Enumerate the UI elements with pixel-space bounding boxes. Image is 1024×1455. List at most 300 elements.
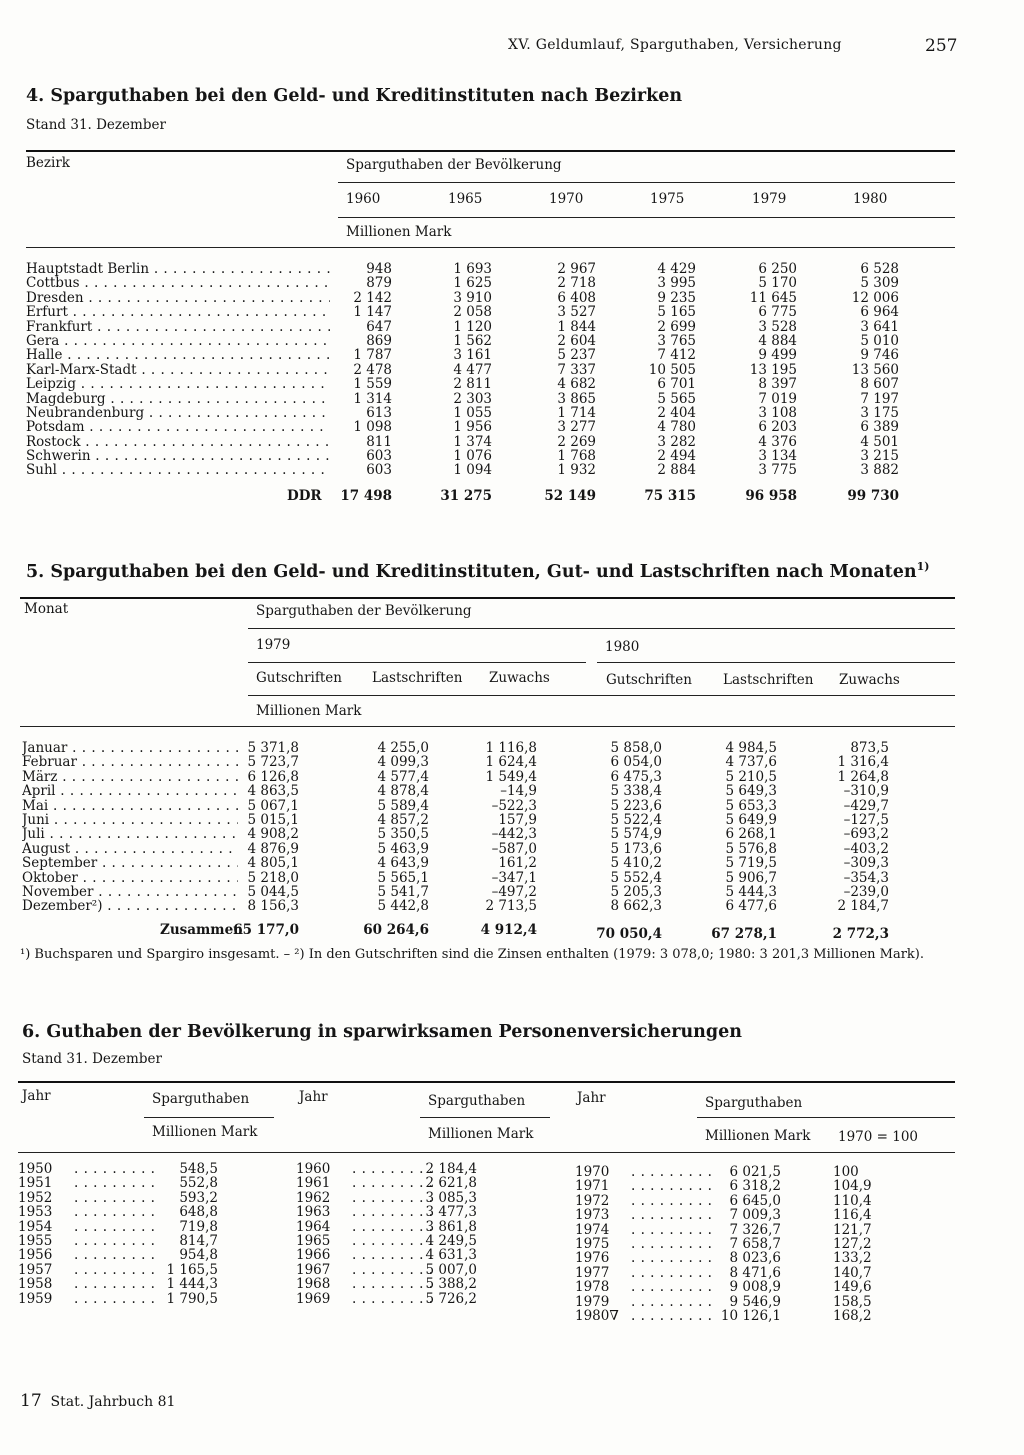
sparguthaben-value: 6 645,0 bbox=[729, 1192, 781, 1209]
value-zuwachs-b: –354,3 bbox=[843, 869, 889, 886]
value-1965: 1 956 bbox=[453, 419, 492, 436]
value-1965: 4 477 bbox=[453, 361, 492, 378]
dots: . . . . . . . . . bbox=[352, 1232, 434, 1249]
value-1960: 603 bbox=[366, 462, 392, 479]
value-zuwachs-a: 1 624,4 bbox=[485, 754, 537, 771]
value-lastschriften-b: 5 210,5 bbox=[725, 768, 777, 785]
table6-stand: Stand 31. Dezember bbox=[22, 1051, 162, 1067]
footer-source: Stat. Jahrbuch 81 bbox=[50, 1394, 176, 1410]
dots: . . . . . . . . . bbox=[352, 1175, 434, 1192]
value-1979: 8 397 bbox=[758, 376, 797, 393]
index-value: 121,7 bbox=[833, 1221, 872, 1238]
value-1975: 4 429 bbox=[657, 261, 696, 277]
year: 1955 bbox=[18, 1232, 53, 1249]
sparguthaben-value: 954,8 bbox=[179, 1247, 218, 1264]
sparguthaben-value: 719,8 bbox=[179, 1218, 218, 1235]
table-row bbox=[18, 1220, 268, 1234]
value-zuwachs-a: 1 549,4 bbox=[485, 768, 537, 785]
month-name: Dezember²) . . . bbox=[22, 899, 238, 913]
table-row bbox=[296, 1220, 556, 1234]
dots: . . . . . . . . . bbox=[631, 1207, 713, 1224]
table-row bbox=[26, 435, 906, 449]
value-1980: 3 641 bbox=[860, 318, 899, 335]
value-1970: 1 844 bbox=[557, 318, 596, 335]
value-1980: 6 528 bbox=[860, 261, 899, 277]
value-1975: 3 282 bbox=[657, 433, 696, 450]
table4-year-1975: 1975 bbox=[650, 191, 685, 207]
table6-unit-2: Millionen Mark bbox=[428, 1126, 534, 1142]
value-1965: 2 058 bbox=[453, 304, 492, 321]
total-lastschriften-b: 67 278,1 bbox=[711, 926, 777, 942]
value-gutschriften-a: 5 218,0 bbox=[247, 869, 299, 886]
table5-header-rule bbox=[20, 726, 955, 727]
sparguthaben-value: 2 184,4 bbox=[425, 1161, 477, 1177]
value-lastschriften-b: 5 649,3 bbox=[725, 783, 777, 800]
value-lastschriften-a: 5 463,9 bbox=[377, 840, 429, 857]
value-lastschriften-b: 6 477,6 bbox=[725, 898, 777, 915]
year: 1956 bbox=[18, 1247, 53, 1264]
district-name: Neubrandenburg . . . bbox=[26, 406, 330, 420]
value-zuwachs-b: –309,3 bbox=[843, 855, 889, 872]
month-name: September . . . bbox=[22, 856, 238, 870]
dots: . . . . . . . . . bbox=[631, 1250, 713, 1267]
value-gutschriften-b: 5 223,6 bbox=[610, 797, 662, 814]
value-1975: 2 884 bbox=[657, 462, 696, 479]
sparguthaben-value: 1 444,3 bbox=[166, 1276, 218, 1293]
sparguthaben-value: 3 085,3 bbox=[425, 1189, 477, 1206]
table-row bbox=[296, 1205, 556, 1219]
table-row bbox=[18, 1292, 268, 1306]
dots: . . . . . . . . . bbox=[74, 1218, 156, 1235]
year: 1978 bbox=[575, 1279, 610, 1296]
value-1980: 5 010 bbox=[860, 332, 899, 349]
table5-sub-zuwachs-b: Zuwachs bbox=[839, 672, 900, 688]
table6-col-spar-3: Sparguthaben bbox=[705, 1095, 803, 1111]
table6-unit-3: Millionen Mark bbox=[705, 1128, 811, 1144]
table5-body bbox=[22, 741, 902, 914]
value-1979: 6 775 bbox=[758, 304, 797, 321]
value-1980: 4 501 bbox=[860, 433, 899, 450]
sparguthaben-value: 6 318,2 bbox=[729, 1178, 781, 1195]
table-row bbox=[296, 1248, 556, 1262]
value-gutschriften-a: 8 156,3 bbox=[247, 898, 299, 915]
value-zuwachs-a: –442,3 bbox=[491, 826, 537, 843]
table5-col-monat: Monat bbox=[24, 601, 69, 617]
table4-title: 4. Sparguthaben bei den Geld- und Kreditinstituten nach Bezirken bbox=[26, 86, 683, 106]
index-value: 149,6 bbox=[833, 1279, 872, 1296]
sparguthaben-value: 1 165,5 bbox=[166, 1261, 218, 1278]
value-1979: 3 108 bbox=[758, 404, 797, 421]
page-number: 257 bbox=[925, 36, 958, 56]
sparguthaben-value: 814,7 bbox=[179, 1232, 218, 1249]
value-gutschriften-a: 4 805,1 bbox=[247, 855, 299, 872]
table-row bbox=[22, 741, 902, 755]
table4-header-rule bbox=[26, 247, 955, 248]
value-gutschriften-b: 5 522,4 bbox=[610, 811, 662, 828]
value-lastschriften-a: 4 878,4 bbox=[377, 783, 429, 800]
year: 1961 bbox=[296, 1175, 331, 1192]
sparguthaben-value: 3 477,3 bbox=[425, 1204, 477, 1221]
value-gutschriften-a: 5 371,8 bbox=[247, 740, 299, 756]
table5-year-rule-a bbox=[248, 662, 586, 663]
month-name: März . . . bbox=[22, 770, 238, 784]
value-gutschriften-a: 5 723,7 bbox=[247, 754, 299, 771]
table5-sub-rule bbox=[248, 695, 955, 696]
value-lastschriften-b: 5 719,5 bbox=[725, 855, 777, 872]
table-row bbox=[18, 1277, 268, 1291]
table-row bbox=[22, 755, 902, 769]
value-zuwachs-b: –239,0 bbox=[843, 883, 889, 900]
value-lastschriften-b: 4 984,5 bbox=[725, 740, 777, 756]
dots: . . . . . . . . . bbox=[74, 1247, 156, 1264]
district-name: Rostock . . . bbox=[26, 435, 330, 449]
value-1960: 613 bbox=[366, 404, 392, 421]
table-row bbox=[575, 1208, 935, 1222]
year: 1962 bbox=[296, 1189, 331, 1206]
table-row bbox=[575, 1179, 935, 1193]
value-zuwachs-b: 2 184,7 bbox=[837, 898, 889, 915]
year: 1968 bbox=[296, 1276, 331, 1293]
dots: . . . . . . . . . bbox=[74, 1204, 156, 1221]
value-1970: 3 865 bbox=[557, 390, 596, 407]
table-row bbox=[26, 420, 906, 434]
sparguthaben-value: 7 009,3 bbox=[729, 1207, 781, 1224]
index-value: 158,5 bbox=[833, 1293, 872, 1310]
dots: . . . . . . . . . bbox=[631, 1264, 713, 1281]
value-zuwachs-b: –310,9 bbox=[843, 783, 889, 800]
sparguthaben-value: 8 471,6 bbox=[729, 1264, 781, 1281]
value-1965: 1 693 bbox=[453, 261, 492, 277]
value-1965: 1 562 bbox=[453, 332, 492, 349]
value-1980: 7 197 bbox=[860, 390, 899, 407]
dots: . . . . . . . . . bbox=[631, 1279, 713, 1296]
table-row bbox=[26, 463, 906, 477]
table6-col-jahr-1: Jahr bbox=[22, 1088, 51, 1104]
total-1979: 96 958 bbox=[745, 488, 797, 504]
table-row bbox=[22, 799, 902, 813]
value-1980: 12 006 bbox=[851, 289, 899, 306]
value-zuwachs-b: –429,7 bbox=[843, 797, 889, 814]
dots: . . . . . . . . . bbox=[74, 1161, 156, 1177]
value-1965: 1 076 bbox=[453, 448, 492, 465]
table6-col-jahr-3: Jahr bbox=[577, 1090, 606, 1106]
value-1970: 1 932 bbox=[557, 462, 596, 479]
table-row bbox=[22, 784, 902, 798]
table-row bbox=[22, 856, 902, 870]
value-lastschriften-b: 5 906,7 bbox=[725, 869, 777, 886]
sparguthaben-value: 4 249,5 bbox=[425, 1232, 477, 1249]
table-row bbox=[18, 1162, 268, 1176]
sparguthaben-value: 4 631,3 bbox=[425, 1247, 477, 1264]
district-name: Potsdam . . . bbox=[26, 420, 330, 434]
table-row bbox=[26, 406, 906, 420]
value-lastschriften-b: 4 737,6 bbox=[725, 754, 777, 771]
table5-sub-gutschriften-a: Gutschriften bbox=[256, 670, 342, 686]
dots: . . . . . . . . . bbox=[631, 1307, 713, 1324]
table5-sub-lastschriften-a: Lastschriften bbox=[372, 670, 463, 686]
month-name: August . . . bbox=[22, 842, 238, 856]
value-1979: 3 528 bbox=[758, 318, 797, 335]
value-1960: 1 559 bbox=[353, 376, 392, 393]
index-value: 104,9 bbox=[833, 1178, 872, 1195]
sparguthaben-value: 7 658,7 bbox=[729, 1235, 781, 1252]
value-1965: 3 910 bbox=[453, 289, 492, 306]
value-1970: 2 604 bbox=[557, 332, 596, 349]
index-value: 133,2 bbox=[833, 1250, 872, 1267]
district-name: Suhl . . . bbox=[26, 463, 330, 477]
table5-footnote: ¹) Buchsparen und Spargiro insgesamt. – ²) In den Gutschriften sind die Zinsen enthalten (1979: 3 078,0; 1980: 3 201,3 Millionen Mark). bbox=[20, 947, 925, 962]
year: 1967 bbox=[296, 1261, 331, 1278]
table-row bbox=[26, 276, 906, 290]
value-gutschriften-b: 6 054,0 bbox=[610, 754, 662, 771]
value-lastschriften-b: 5 649,9 bbox=[725, 811, 777, 828]
table-row bbox=[575, 1309, 935, 1323]
value-1979: 5 170 bbox=[758, 275, 797, 292]
value-1975: 9 235 bbox=[657, 289, 696, 306]
value-1975: 3 995 bbox=[657, 275, 696, 292]
sparguthaben-value: 593,2 bbox=[179, 1189, 218, 1206]
value-gutschriften-b: 5 338,4 bbox=[610, 783, 662, 800]
table-row bbox=[575, 1165, 935, 1179]
value-1979: 9 499 bbox=[758, 347, 797, 364]
table5-title-footnote: 1) bbox=[916, 560, 930, 573]
year: 1951 bbox=[18, 1175, 53, 1192]
value-gutschriften-b: 5 173,6 bbox=[610, 840, 662, 857]
district-name: Gera . . . bbox=[26, 334, 330, 348]
value-1980: 3 215 bbox=[860, 448, 899, 465]
table-row bbox=[18, 1234, 268, 1248]
year: 1957 bbox=[18, 1261, 53, 1278]
table-row bbox=[18, 1263, 268, 1277]
value-zuwachs-a: –497,2 bbox=[491, 883, 537, 900]
value-1965: 2 811 bbox=[453, 376, 492, 393]
table-row bbox=[575, 1194, 935, 1208]
table5-year-rule-b bbox=[597, 662, 955, 663]
table4-top-rule bbox=[26, 150, 955, 152]
table6-col-spar-1: Sparguthaben bbox=[152, 1091, 250, 1107]
district-name: Erfurt . . . bbox=[26, 305, 330, 319]
table5-group-rule bbox=[248, 628, 955, 629]
month-name: Juli . . . bbox=[22, 827, 238, 841]
running-header: XV. Geldumlauf, Sparguthaben, Versicherung bbox=[508, 37, 842, 53]
year: 1975 bbox=[575, 1235, 610, 1252]
table4-year-1970: 1970 bbox=[549, 191, 584, 207]
dots: . . . . . . . . . bbox=[74, 1261, 156, 1278]
table-row bbox=[22, 842, 902, 856]
value-1965: 1 625 bbox=[453, 275, 492, 292]
table-row bbox=[26, 449, 906, 463]
value-zuwachs-a: –347,1 bbox=[491, 869, 537, 886]
month-name: Oktober . . . bbox=[22, 871, 238, 885]
year: 1972 bbox=[575, 1192, 610, 1209]
table-row bbox=[18, 1205, 268, 1219]
value-zuwachs-a: –522,3 bbox=[491, 797, 537, 814]
table6-header-rule bbox=[18, 1152, 955, 1153]
value-lastschriften-b: 5 444,3 bbox=[725, 883, 777, 900]
table-row bbox=[26, 377, 906, 391]
dots: . . . . . . . . . bbox=[352, 1161, 434, 1177]
value-lastschriften-b: 5 653,3 bbox=[725, 797, 777, 814]
dots: . . . . . . . . . bbox=[74, 1290, 156, 1307]
value-1979: 3 775 bbox=[758, 462, 797, 479]
sparguthaben-value: 5 007,0 bbox=[425, 1261, 477, 1278]
value-zuwachs-b: –127,5 bbox=[843, 811, 889, 828]
value-1980: 8 607 bbox=[860, 376, 899, 393]
year: 1954 bbox=[18, 1218, 53, 1235]
year: 1959 bbox=[18, 1290, 53, 1307]
value-gutschriften-b: 5 858,0 bbox=[610, 740, 662, 756]
table4-group-rule bbox=[338, 182, 955, 183]
sparguthaben-value: 552,8 bbox=[179, 1175, 218, 1192]
table4-year-1979: 1979 bbox=[752, 191, 787, 207]
value-1960: 811 bbox=[366, 433, 392, 450]
value-lastschriften-a: 5 565,1 bbox=[377, 869, 429, 886]
value-gutschriften-b: 8 662,3 bbox=[610, 898, 662, 915]
value-1975: 5 165 bbox=[657, 304, 696, 321]
total-1980: 99 730 bbox=[847, 488, 899, 504]
table5-unit: Millionen Mark bbox=[256, 703, 362, 719]
sparguthaben-value: 1 790,5 bbox=[166, 1290, 218, 1307]
total-1965: 31 275 bbox=[440, 488, 492, 504]
value-1980: 9 746 bbox=[860, 347, 899, 364]
table-row bbox=[18, 1176, 268, 1190]
district-name: Leipzig . . . bbox=[26, 377, 330, 391]
dots: . . . . . . . . . bbox=[352, 1261, 434, 1278]
year: 1964 bbox=[296, 1218, 331, 1235]
value-1965: 1 374 bbox=[453, 433, 492, 450]
value-1975: 10 505 bbox=[648, 361, 696, 378]
dots: . . . . . . . . . bbox=[352, 1290, 434, 1307]
value-1970: 2 718 bbox=[557, 275, 596, 292]
value-1980: 6 964 bbox=[860, 304, 899, 321]
value-gutschriften-b: 5 410,2 bbox=[610, 855, 662, 872]
value-1975: 5 565 bbox=[657, 390, 696, 407]
table-row bbox=[296, 1234, 556, 1248]
month-name: Januar . . . bbox=[22, 741, 238, 755]
table4-unit: Millionen Mark bbox=[346, 224, 452, 240]
table4-body bbox=[26, 262, 906, 478]
table-row bbox=[296, 1277, 556, 1291]
value-zuwachs-b: 873,5 bbox=[850, 740, 889, 756]
value-lastschriften-a: 5 350,5 bbox=[377, 826, 429, 843]
table5-title-text: 5. Sparguthaben bei den Geld- und Kreditinstituten, Gut- und Lastschriften nach Monaten bbox=[26, 561, 917, 582]
table5-total-label: Zusammen bbox=[160, 922, 243, 938]
sparguthaben-value: 9 008,9 bbox=[729, 1279, 781, 1296]
value-1979: 6 203 bbox=[758, 419, 797, 436]
district-name: Karl-Marx-Stadt . . . bbox=[26, 363, 330, 377]
total-gutschriften-a: 65 177,0 bbox=[233, 922, 299, 938]
year: 1965 bbox=[296, 1232, 331, 1249]
table4-col-bezirk: Bezirk bbox=[26, 155, 70, 171]
table4-year-1965: 1965 bbox=[448, 191, 483, 207]
value-1970: 1 714 bbox=[557, 404, 596, 421]
value-1980: 3 882 bbox=[860, 462, 899, 479]
value-1970: 2 967 bbox=[557, 261, 596, 277]
table5-group-header: Sparguthaben der Bevölkerung bbox=[256, 603, 472, 619]
dots: . . . . . . . . . bbox=[631, 1178, 713, 1195]
value-1960: 1 314 bbox=[353, 390, 392, 407]
dots: . . . . . . . . . bbox=[74, 1175, 156, 1192]
table5-sub-gutschriften-b: Gutschriften bbox=[606, 672, 692, 688]
index-value: 110,4 bbox=[833, 1192, 872, 1209]
district-name: Hauptstadt Berlin . . . bbox=[26, 262, 330, 276]
value-1960: 1 098 bbox=[353, 419, 392, 436]
table-row bbox=[296, 1162, 556, 1176]
table6-top-rule bbox=[18, 1081, 955, 1083]
table6-unit-1: Millionen Mark bbox=[152, 1124, 258, 1140]
table-row bbox=[575, 1251, 935, 1265]
value-zuwachs-b: 1 316,4 bbox=[837, 754, 889, 771]
value-1979: 6 250 bbox=[758, 261, 797, 277]
value-lastschriften-a: 5 589,4 bbox=[377, 797, 429, 814]
value-1975: 2 699 bbox=[657, 318, 696, 335]
table6-col-jahr-2: Jahr bbox=[299, 1089, 328, 1105]
year: 1950 bbox=[18, 1161, 53, 1177]
table-row bbox=[26, 363, 906, 377]
value-1975: 2 404 bbox=[657, 404, 696, 421]
table-row bbox=[575, 1223, 935, 1237]
value-1979: 7 019 bbox=[758, 390, 797, 407]
table6-index-label: 1970 = 100 bbox=[838, 1129, 919, 1145]
table-row bbox=[22, 899, 902, 913]
index-value: 127,2 bbox=[833, 1235, 872, 1252]
value-1965: 3 161 bbox=[453, 347, 492, 364]
value-1965: 1 094 bbox=[453, 462, 492, 479]
value-1970: 7 337 bbox=[557, 361, 596, 378]
dots: . . . . . . . . . bbox=[352, 1189, 434, 1206]
footer-number: 17 bbox=[20, 1391, 42, 1411]
value-1979: 3 134 bbox=[758, 448, 797, 465]
month-name: November . . . bbox=[22, 885, 238, 899]
table6-spar-rule-1 bbox=[144, 1117, 274, 1118]
district-name: Schwerin . . . bbox=[26, 449, 330, 463]
value-1965: 1 055 bbox=[453, 404, 492, 421]
footer bbox=[20, 1391, 175, 1411]
table-row bbox=[22, 770, 902, 784]
table-row bbox=[22, 871, 902, 885]
dots: . . . . . . . . . bbox=[631, 1221, 713, 1238]
value-gutschriften-a: 5 067,1 bbox=[247, 797, 299, 814]
value-1960: 603 bbox=[366, 448, 392, 465]
table6-col-spar-2: Sparguthaben bbox=[428, 1093, 526, 1109]
value-gutschriften-a: 5 044,5 bbox=[247, 883, 299, 900]
table6-title: 6. Guthaben der Bevölkerung in sparwirksamen Personenversicherungen bbox=[22, 1022, 742, 1042]
value-1975: 3 765 bbox=[657, 332, 696, 349]
value-lastschriften-a: 5 442,8 bbox=[377, 898, 429, 915]
month-name: April . . . bbox=[22, 784, 238, 798]
value-gutschriften-b: 5 205,3 bbox=[610, 883, 662, 900]
value-1970: 5 237 bbox=[557, 347, 596, 364]
table5-sub-lastschriften-b: Lastschriften bbox=[723, 672, 814, 688]
dots: . . . . . . . . . bbox=[74, 1276, 156, 1293]
value-1960: 1 147 bbox=[353, 304, 392, 321]
value-zuwachs-a: 1 116,8 bbox=[485, 740, 537, 756]
district-name: Dresden . . . bbox=[26, 291, 330, 305]
table6-spar-rule-2 bbox=[420, 1117, 550, 1118]
value-1960: 869 bbox=[366, 332, 392, 349]
value-lastschriften-a: 4 643,9 bbox=[377, 855, 429, 872]
district-name: Cottbus . . . bbox=[26, 276, 330, 290]
total-1960: 17 498 bbox=[340, 488, 392, 504]
total-lastschriften-a: 60 264,6 bbox=[363, 922, 429, 938]
district-name: Frankfurt . . . bbox=[26, 320, 330, 334]
value-1975: 2 494 bbox=[657, 448, 696, 465]
year: 1966 bbox=[296, 1247, 331, 1264]
value-zuwachs-b: –693,2 bbox=[843, 826, 889, 843]
table5-year-1979: 1979 bbox=[256, 637, 291, 653]
value-1975: 6 701 bbox=[657, 376, 696, 393]
table-row bbox=[296, 1263, 556, 1277]
